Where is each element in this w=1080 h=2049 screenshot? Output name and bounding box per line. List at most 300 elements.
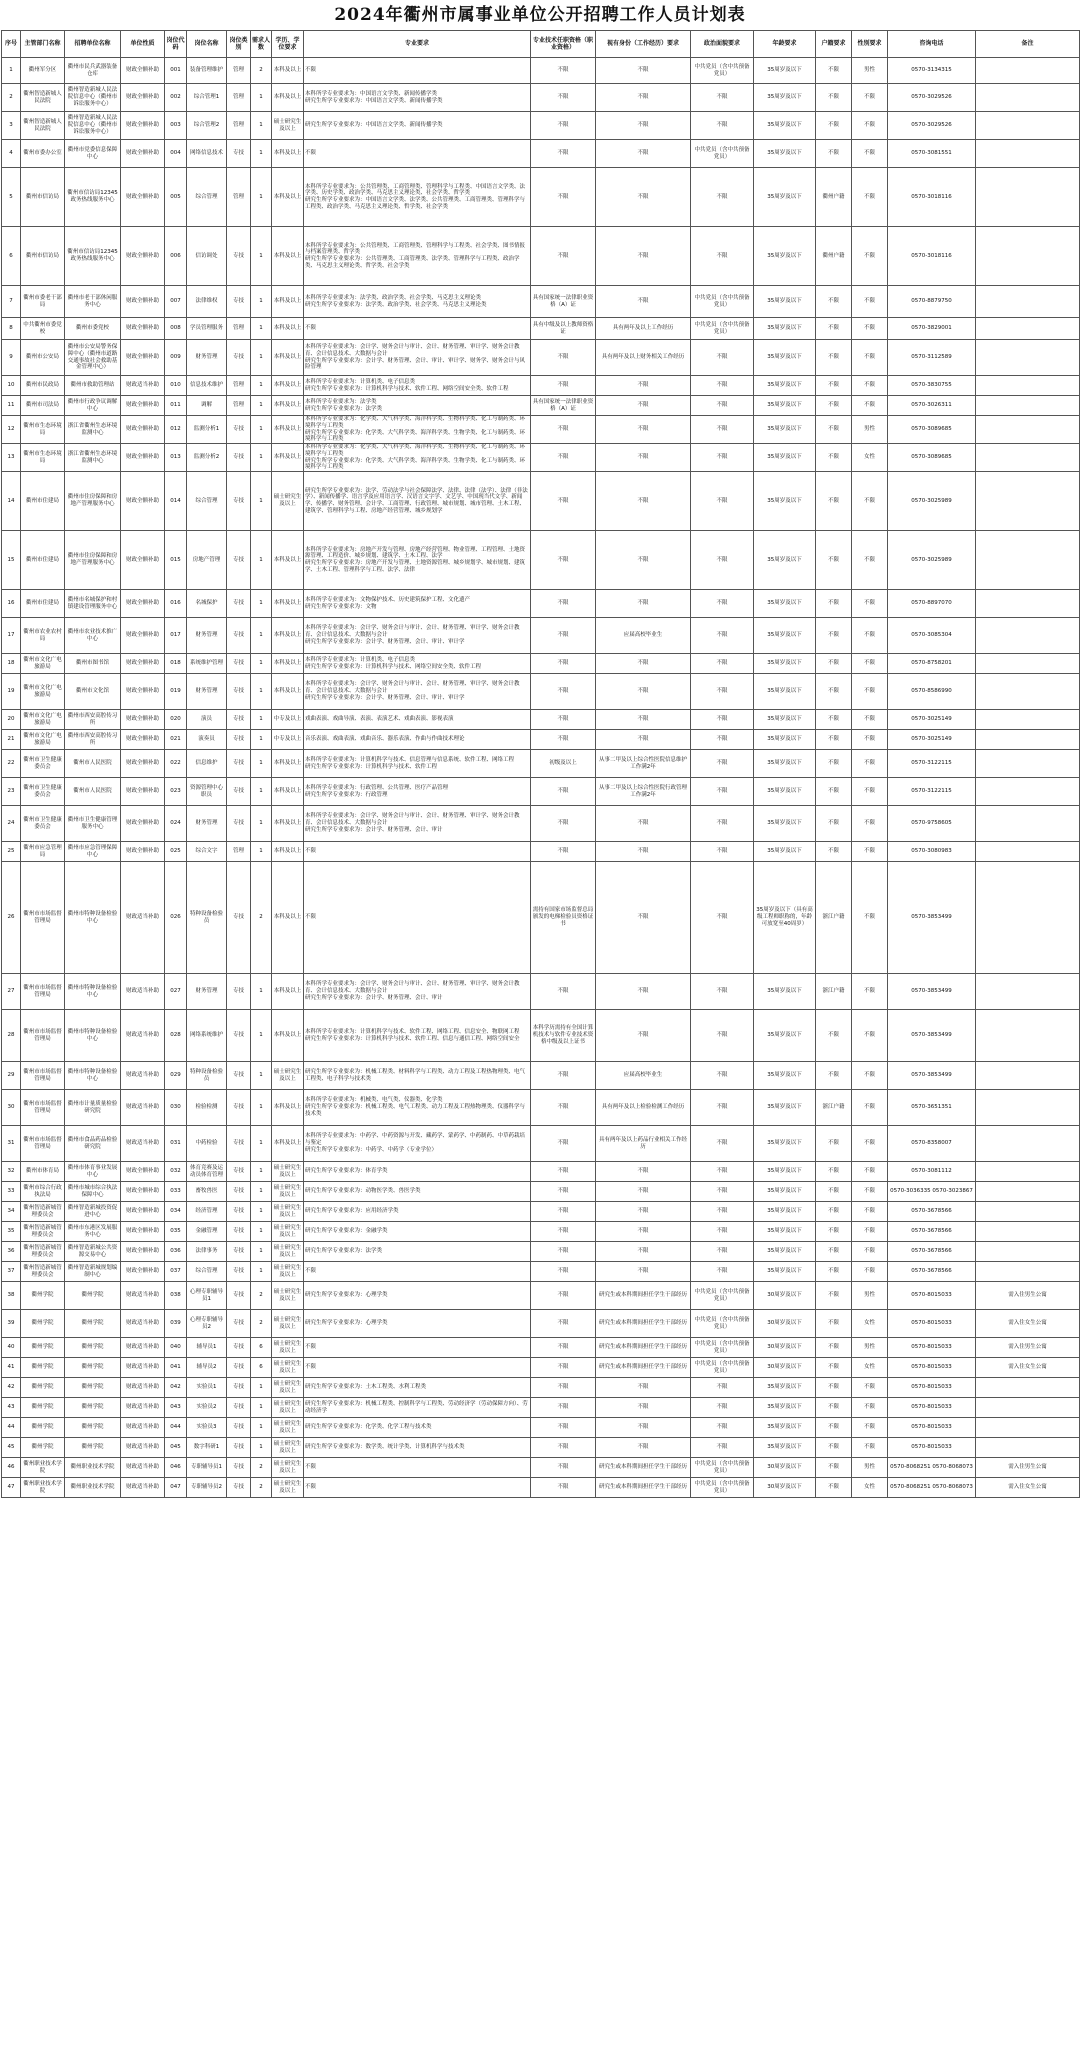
table-cell: 0570-3678566 [888,1242,976,1262]
table-cell: 不限 [531,1062,596,1090]
table-cell [976,654,1080,674]
table-cell: 衢州市民兵武器装备仓库 [65,58,121,84]
table-cell: 本科所学专业要求为：计算机科学与技术、软件工程、网络工程、信息安全、物联网工程 研究生所学专业要求为：计算机科学与技术、软件工程、信息与通信工程、网络空间安全 [304,1010,531,1062]
table-cell: 衢州市文化广电旅游局 [21,654,65,674]
table-cell: 不限 [691,1202,754,1222]
table-cell: 本科所学专业要求为：公共管理类、工商管理类、管理科学与工程类、中国语言文学类、法学类、历史学类、政治学类、马克思主义理论类、社会学类、哲学类 研究生所学专业要求为：中国语言文学类、法学类、公共管理类、工商管理类、管理科学与工程类、政治学类、马克思主义理论类、哲学类、社会学类 [304,168,531,227]
table-cell: 011 [165,396,187,416]
table-cell: 不限 [596,531,691,590]
table-cell: 不限 [596,84,691,112]
table-cell: 衢州市图书馆 [65,654,121,674]
table-cell: 0570-8758201 [888,654,976,674]
table-cell: 0570-3853499 [888,862,976,974]
table-row [2,1398,1080,1418]
table-cell: 不限 [596,444,691,472]
table-cell: 006 [165,227,187,286]
table-cell: 不限 [852,376,888,396]
table-cell: 衢州市行政争议调解中心 [65,396,121,416]
table-row [2,227,1080,286]
table-cell: 硕士研究生及以上 [272,1418,304,1438]
table-cell: 需入住女生公寓 [976,1310,1080,1338]
table-cell: 衢州户籍 [816,168,852,227]
table-cell: 不限 [691,590,754,618]
table-row [2,1378,1080,1398]
table-cell: 需入住男生公寓 [976,1458,1080,1478]
table-cell [976,444,1080,472]
table-cell: 0570-3018116 [888,227,976,286]
table-cell: 036 [165,1242,187,1262]
table-cell: 经济管理 [187,1202,227,1222]
table-cell: 不限 [852,710,888,730]
table-cell: 中专及以上 [272,710,304,730]
table-cell: 35周岁及以下 [754,396,816,416]
table-cell: 财政全额补助 [121,140,165,168]
table-cell: 不限 [691,1242,754,1262]
table-cell: 不限 [531,1202,596,1222]
table-row [2,1358,1080,1378]
column-header: 单位性质 [121,31,165,58]
table-cell: 具有中级及以上教师资格证 [531,318,596,340]
table-cell: 财政适当补助 [121,1310,165,1338]
table-row [2,1418,1080,1438]
table-cell: 女性 [852,1310,888,1338]
table-cell: 1 [251,842,272,862]
table-cell: 0570-8358007 [888,1126,976,1162]
table-cell: 不限 [531,58,596,84]
table-cell: 需入住女生公寓 [976,1478,1080,1498]
table-cell: 专技 [227,1222,251,1242]
table-cell: 1 [251,416,272,444]
table-cell: 财务管理 [187,674,227,710]
table-cell: 管理 [227,376,251,396]
table-row [2,842,1080,862]
table-row [2,1162,1080,1182]
table-cell: 专技 [227,1262,251,1282]
table-cell: 不限 [531,1438,596,1458]
table-cell: 1 [251,654,272,674]
table-cell: 衢州市城市综合执法保障中心 [65,1182,121,1202]
table-cell: 不限 [816,416,852,444]
table-cell: 中共党员（含中共预备党员） [691,1458,754,1478]
table-cell: 不限 [531,1162,596,1182]
table-cell: 15 [2,531,21,590]
table-cell: 金融管理 [187,1222,227,1242]
table-cell: 衢州市西安高腔传习所 [65,730,121,750]
table-cell: 本科所学专业要求为：化学类、大气科学类、海洋科学类、生物科学类、化工与制药类、环境科学与工程类 研究生所学专业要求为：化学类、大气科学类、海洋科学类、生物学类、化工与制药类、环境科学与工程类 [304,444,531,472]
table-cell: 衢州市卫生健康管理服务中心 [65,806,121,842]
table-cell: 0570-3018116 [888,168,976,227]
table-cell: 24 [2,806,21,842]
table-cell: 0570-8897070 [888,590,976,618]
table-cell: 35周岁及以下（具有高级工程师职称的，年龄可放宽至40周岁） [754,862,816,974]
table-row [2,1282,1080,1310]
table-cell: 不限 [596,396,691,416]
table-cell: 017 [165,618,187,654]
table-cell: 0570-8068251 0570-8068073 [888,1458,976,1478]
table-cell: 衢州智造新城人民法院信息中心（衢州市诉讼服务中心） [65,112,121,140]
table-cell: 35周岁及以下 [754,974,816,1010]
column-header: 专业技术任职资格（职业资格） [531,31,596,58]
table-cell: 0570-3830755 [888,376,976,396]
table-cell: 0570-8015033 [888,1338,976,1358]
table-cell: 衢州学院 [65,1438,121,1458]
table-cell: 0570-3678566 [888,1202,976,1222]
table-cell: 浙江户籍 [816,1090,852,1126]
table-cell: 不限 [531,227,596,286]
table-cell: 男性 [852,1338,888,1358]
table-cell: 特种设备检验员 [187,862,227,974]
table-cell: 不限 [816,1438,852,1458]
table-cell: 财政全额补助 [121,531,165,590]
table-cell: 不限 [531,168,596,227]
table-cell: 6 [2,227,21,286]
table-cell: 监测分析2 [187,444,227,472]
table-cell [976,58,1080,84]
table-cell: 装备管理维护 [187,58,227,84]
table-cell: 0570-8015033 [888,1378,976,1398]
table-cell [976,1062,1080,1090]
table-cell: 6 [251,1358,272,1378]
table-row [2,1222,1080,1242]
table-cell: 名城保护 [187,590,227,618]
table-cell: 不限 [596,1202,691,1222]
table-cell: 41 [2,1358,21,1378]
table-cell: 综合管理 [187,1262,227,1282]
table-cell: 0570-3089685 [888,444,976,472]
table-row [2,1062,1080,1090]
table-cell: 初级及以上 [531,750,596,778]
table-cell: 30周岁及以下 [754,1310,816,1338]
table-cell: 不限 [596,1162,691,1182]
table-cell: 财政全额补助 [121,416,165,444]
table-cell: 系统维护管理 [187,654,227,674]
table-cell: 衢州市市场监督管理局 [21,862,65,974]
table-cell: 硕士研究生及以上 [272,1262,304,1282]
table-cell: 不限 [691,730,754,750]
table-cell [976,376,1080,396]
table-cell: 35周岁及以下 [754,590,816,618]
table-cell: 财务管理 [187,340,227,376]
table-cell: 2 [251,58,272,84]
table-cell: 不限 [691,376,754,396]
table-cell: 研究生或本科期间担任学生干部经历 [596,1458,691,1478]
table-cell: 不限 [852,140,888,168]
table-cell: 财政全额补助 [121,1202,165,1222]
table-cell: 财政全额补助 [121,1182,165,1202]
table-cell: 管理 [227,58,251,84]
table-cell: 不限 [531,1282,596,1310]
table-cell [976,1222,1080,1242]
table-cell: 33 [2,1182,21,1202]
table-cell: 衢州市住建局 [21,472,65,531]
table-cell: 不限 [596,1222,691,1242]
table-cell: 法律维权 [187,286,227,318]
table-cell [976,806,1080,842]
table-cell: 30周岁及以下 [754,1282,816,1310]
table-cell: 1 [251,472,272,531]
table-cell: 研究生或本科期间担任学生干部经历 [596,1338,691,1358]
table-cell [976,1378,1080,1398]
table-cell: 衢州智造新城管理委员会 [21,1262,65,1282]
table-cell: 不限 [531,140,596,168]
table-cell: 不限 [816,1378,852,1398]
table-cell: 不限 [852,730,888,750]
table-cell: 本科及以上 [272,84,304,112]
table-cell: 中共党员（含中共预备党员） [691,58,754,84]
table-cell: 不限 [852,1062,888,1090]
table-cell: 调解 [187,396,227,416]
table-cell: 43 [2,1398,21,1418]
table-cell: 不限 [852,750,888,778]
column-header: 年龄要求 [754,31,816,58]
table-cell: 不限 [691,340,754,376]
table-cell: 衢州市特种设备检验中心 [65,1010,121,1062]
table-cell: 12 [2,416,21,444]
table-cell: 本科学历需持有全国计算机技术与软件专业技术资格中级及以上证书 [531,1010,596,1062]
table-row [2,318,1080,340]
table-cell: 不限 [691,84,754,112]
table-cell: 1 [251,590,272,618]
table-cell: 不限 [852,531,888,590]
table-cell: 21 [2,730,21,750]
table-cell: 需入住男生公寓 [976,1282,1080,1310]
table-cell: 不限 [531,472,596,531]
table-cell: 硕士研究生及以上 [272,1338,304,1358]
column-header: 岗位类别 [227,31,251,58]
table-cell: 实验员1 [187,1378,227,1398]
table-cell: 硕士研究生及以上 [272,1458,304,1478]
table-cell: 本科所学专业要求为：法学类 研究生所学专业要求为：法学类 [304,396,531,416]
table-cell: 1 [251,1262,272,1282]
table-cell: 本科及以上 [272,286,304,318]
table-cell: 不限 [852,1182,888,1202]
table-cell [976,168,1080,227]
table-cell: 财政全额补助 [121,340,165,376]
table-cell: 本科及以上 [272,618,304,654]
table-cell: 26 [2,862,21,974]
table-cell: 不限 [816,1282,852,1310]
table-cell: 从事二甲及以上综合性医院信息维护工作满2年 [596,750,691,778]
table-cell: 研究生所学专业要求为：机械工程类、材料科学与工程类、动力工程及工程热物理类、电气工程类、电子科学与技术类 [304,1062,531,1090]
table-cell: 不限 [531,674,596,710]
table-cell: 不限 [304,58,531,84]
table-cell: 衢州学院 [65,1310,121,1338]
table-cell: 硕士研究生及以上 [272,1358,304,1378]
table-cell: 研究生所学专业要求为：机械工程类、控制科学与工程类、劳动经济学（劳动保障方向）、劳动经济学 [304,1398,531,1418]
table-cell: 不限 [816,286,852,318]
table-cell: 研究生或本科期间担任学生干部经历 [596,1282,691,1310]
table-cell: 检验检测 [187,1090,227,1126]
table-cell: 财政适当补助 [121,376,165,396]
table-cell: 不限 [816,84,852,112]
table-cell: 研究生所学专业要求为：法学类 [304,1242,531,1262]
table-cell: 财政适当补助 [121,1438,165,1458]
table-row [2,112,1080,140]
table-cell: 1 [251,750,272,778]
table-cell: 不限 [304,318,531,340]
table-cell: 女性 [852,1358,888,1378]
table-cell [976,730,1080,750]
table-cell: 浙江省衢州生态环境监测中心 [65,416,121,444]
table-cell: 财务管理 [187,974,227,1010]
table-cell: 不限 [531,1126,596,1162]
table-cell: 衢州市名城保护和村镇建设管理服务中心 [65,590,121,618]
table-row [2,1010,1080,1062]
table-cell: 0570-3080983 [888,842,976,862]
table-cell: 不限 [816,340,852,376]
table-cell: 044 [165,1418,187,1438]
table-cell: 35 [2,1222,21,1242]
table-cell: 不限 [531,376,596,396]
table-cell: 财政全额补助 [121,444,165,472]
table-cell: 衢州智造新城人民法院 [21,84,65,112]
table-cell: 1 [251,1162,272,1182]
table-cell: 不限 [531,531,596,590]
table-row [2,590,1080,618]
table-cell: 0570-3025989 [888,472,976,531]
table-cell: 衢州职业技术学院 [21,1478,65,1498]
table-cell: 35周岁及以下 [754,58,816,84]
table-cell: 财政全额补助 [121,590,165,618]
table-cell: 不限 [816,1222,852,1242]
table-cell: 硕士研究生及以上 [272,1282,304,1310]
table-cell: 35周岁及以下 [754,227,816,286]
table-cell: 46 [2,1458,21,1478]
table-cell: 004 [165,140,187,168]
table-cell: 不限 [596,1262,691,1282]
table-cell: 不限 [596,654,691,674]
table-cell: 037 [165,1262,187,1282]
table-cell: 1 [251,227,272,286]
table-cell: 0570-8068251 0570-8068073 [888,1478,976,1498]
table-cell: 综合管理 [187,168,227,227]
table-cell: 不限 [816,318,852,340]
table-cell: 财政全额补助 [121,168,165,227]
table-cell: 衢州市民政局 [21,376,65,396]
table-cell: 1 [251,1010,272,1062]
table-cell: 009 [165,340,187,376]
table-cell: 不限 [531,1242,596,1262]
table-cell: 专技 [227,416,251,444]
table-cell: 财政全额补助 [121,112,165,140]
table-cell: 浙江户籍 [816,862,852,974]
table-cell: 22 [2,750,21,778]
table-cell: 衢州市市场监督管理局 [21,1126,65,1162]
table-cell: 不限 [596,1182,691,1202]
table-cell: 衢州市食品药品检验研究院 [65,1126,121,1162]
table-cell [976,396,1080,416]
table-cell: 不限 [691,1010,754,1062]
table-cell: 007 [165,286,187,318]
table-row [2,340,1080,376]
table-cell: 不限 [691,1062,754,1090]
table-cell: 财政适当补助 [121,1090,165,1126]
table-cell: 具有两年及以上检验检测工作经历 [596,1090,691,1126]
table-row [2,376,1080,396]
table-cell: 不限 [596,1438,691,1458]
table-cell: 专技 [227,1378,251,1398]
table-row [2,710,1080,730]
table-cell: 研究生所学专业要求为：法学、劳动法学与社会保障法学、法律、法律（法学）、法律（非法学）、新闻传播学、语言学及应用语言学、汉语言文字学、文艺学、中国现当代文学、新闻学、传播学、财务管理、会计学、工商管理、行政管理、城市规划、城市管理、土木工程、建筑学、管理科学与工程、房地产经营管理、城乡规划学 [304,472,531,531]
table-cell: 衢州市公安局警务保障中心（衢州市道路交通事故社会救助基金管理中心） [65,340,121,376]
table-cell: 研究生所学专业要求为：动物医学类、兽医学类 [304,1182,531,1202]
table-cell: 29 [2,1062,21,1090]
table-cell: 34 [2,1202,21,1222]
table-row [2,444,1080,472]
table-row [2,472,1080,531]
table-cell: 不限 [596,730,691,750]
table-cell: 0570-3036335 0570-3023867 [888,1182,976,1202]
table-cell: 不限 [691,674,754,710]
table-cell: 本科所学专业要求为：会计学、财务会计与审计、会计、财务管理、审计学、财务会计教育、会计信息技术、大数据与会计 研究生所学专业要求为：会计学、财务管理、会计、审计 [304,806,531,842]
table-cell: 硕士研究生及以上 [272,1182,304,1202]
table-cell: 男性 [852,1458,888,1478]
table-cell: 不限 [816,1162,852,1182]
table-cell: 不限 [596,1398,691,1418]
table-cell: 13 [2,444,21,472]
table-cell: 0570-3134315 [888,58,976,84]
table-cell: 衢州智造新城管理委员会 [21,1202,65,1222]
table-cell: 本科及以上 [272,862,304,974]
column-header: 招聘单位名称 [65,31,121,58]
table-cell: 001 [165,58,187,84]
table-cell: 022 [165,750,187,778]
table-cell: 中共衢州市委党校 [21,318,65,340]
table-cell: 本科所学专业要求为：会计学、财务会计与审计、会计、财务管理、审计学、财务会计教育、会计信息技术、大数据与会计 研究生所学专业要求为：会计学、财务管理、会计、审计 [304,974,531,1010]
table-row [2,1242,1080,1262]
table-cell: 25 [2,842,21,862]
table-cell: 35周岁及以下 [754,778,816,806]
table-cell: 不限 [596,590,691,618]
page-title: 2024年衢州市属事业单位公开招聘工作人员计划表 [334,5,746,25]
table-cell: 衢州市委老干部局 [21,286,65,318]
column-header: 咨询电话 [888,31,976,58]
table-cell: 实验员2 [187,1398,227,1418]
table-cell: 本科及以上 [272,531,304,590]
table-cell: 财政适当补助 [121,1126,165,1162]
table-cell: 财政全额补助 [121,778,165,806]
table-row [2,1338,1080,1358]
table-cell: 14 [2,472,21,531]
table-row [2,618,1080,654]
table-cell: 35周岁及以下 [754,286,816,318]
table-cell: 35周岁及以下 [754,1418,816,1438]
table-cell: 研究生所学专业要求为：应用经济学类 [304,1202,531,1222]
table-cell: 不限 [531,1358,596,1378]
column-header: 备注 [976,31,1080,58]
table-cell: 具有两年及以上工作经历 [596,318,691,340]
table-cell: 中共党员（含中共预备党员） [691,1310,754,1338]
table-cell: 1 [251,1126,272,1162]
table-cell: 不限 [691,1438,754,1458]
table-cell: 不限 [691,472,754,531]
table-cell: 财政全额补助 [121,618,165,654]
table-cell: 35周岁及以下 [754,416,816,444]
table-cell [976,710,1080,730]
table-cell: 衢州市住房保障和房地产管理服务中心 [65,472,121,531]
table-cell: 不限 [304,1262,531,1282]
table-cell: 本科及以上 [272,778,304,806]
table-cell: 衢州学院 [65,1418,121,1438]
table-cell: 衢州市综合行政执法局 [21,1182,65,1202]
table-cell: 035 [165,1222,187,1242]
table-cell: 不限 [531,444,596,472]
table-cell: 本科所学专业要求为：会计学、财务会计与审计、会计、财务管理、审计学、财务会计教育、会计信息技术、大数据与会计 研究生所学专业要求为：会计学、财务管理、会计、审计、审计学 [304,618,531,654]
table-cell: 0570-3853499 [888,1062,976,1090]
table-cell: 财政全额补助 [121,227,165,286]
table-cell: 032 [165,1162,187,1182]
table-cell: 不限 [531,842,596,862]
